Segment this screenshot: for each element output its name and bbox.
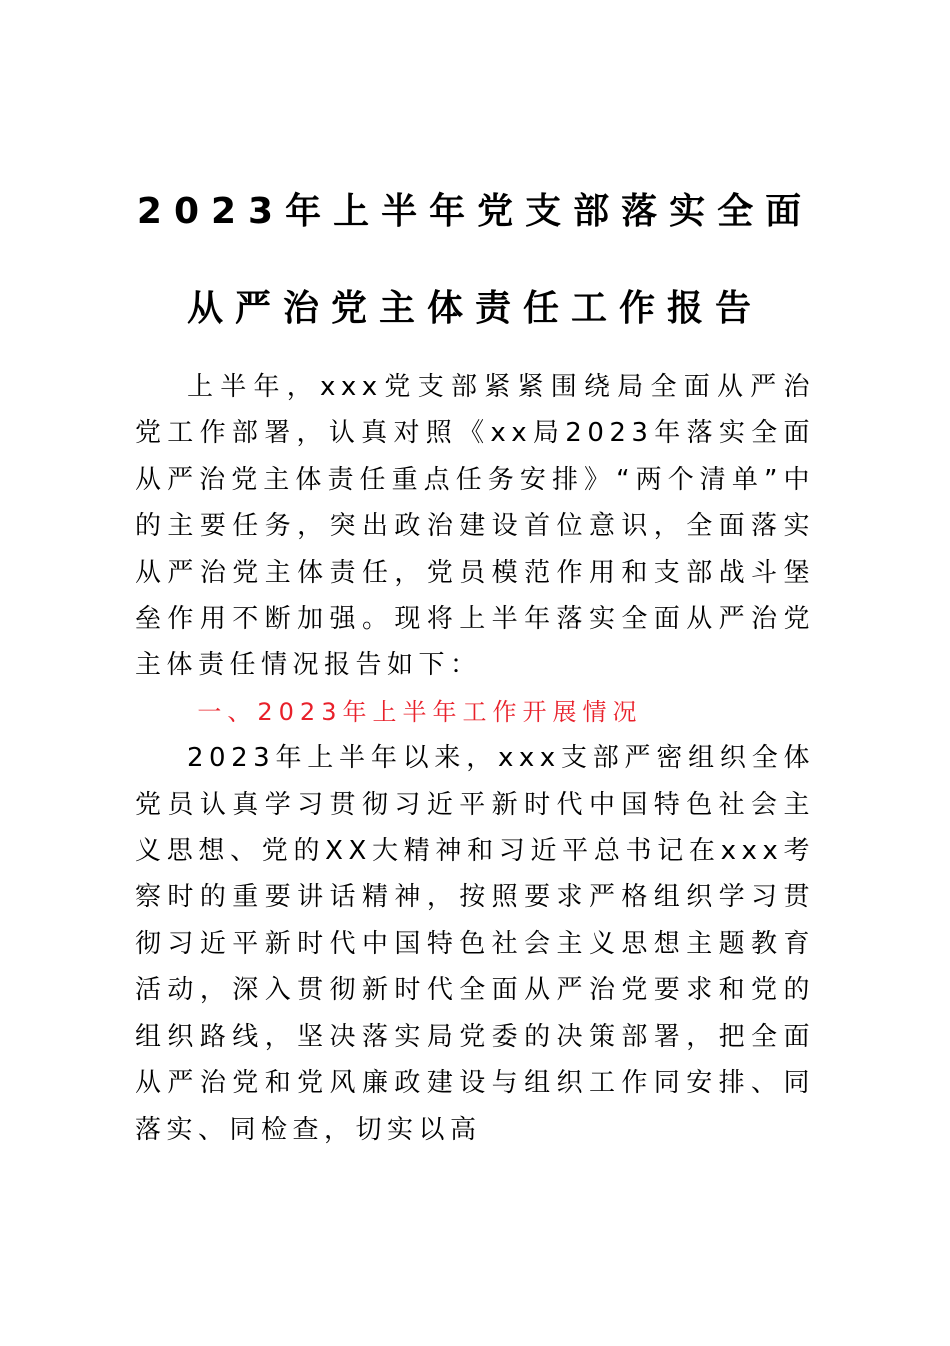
section-1-paragraph: 2023年上半年以来，xxx支部严密组织全体党员认真学习贯彻习近平新时代中国特色社会主义思想、党的XX大精神和习近平总书记在xxx考察时的重要讲话精神，按照要求严格组织学习贯彻习近平新时代中国特色社会主义思想主题教育活动，深入贯彻新时代全面从严治党要求和党的组织路线，坚决落实局党委的决策部署，把全面从严治党和党风廉政建设与组织工作同安排、同落实、同检查，切实以高 — [135, 743, 815, 1145]
title-line-2: 从严治党主体责任工作报告 — [186, 288, 763, 329]
intro-paragraph: 上半年，xxx党支部紧紧围绕局全面从严治党工作部署，认真对照《xx局2023年落实全面从严治党主体责任重点任务安排》“两个清单”中的主要任务，突出政治建设首位意识，全面落实从严治党主体责任，党员模范作用和支部战斗堡垒作用不断加强。现将上半年落实全面从严治党主体责任情况报告如下： — [135, 372, 815, 681]
title-line-1: 2023年上半年党支部落实全面 — [136, 191, 814, 232]
section-heading-1: 一、2023年上半年工作开展情况 — [197, 697, 643, 726]
document-body — [135, 364, 815, 1153]
